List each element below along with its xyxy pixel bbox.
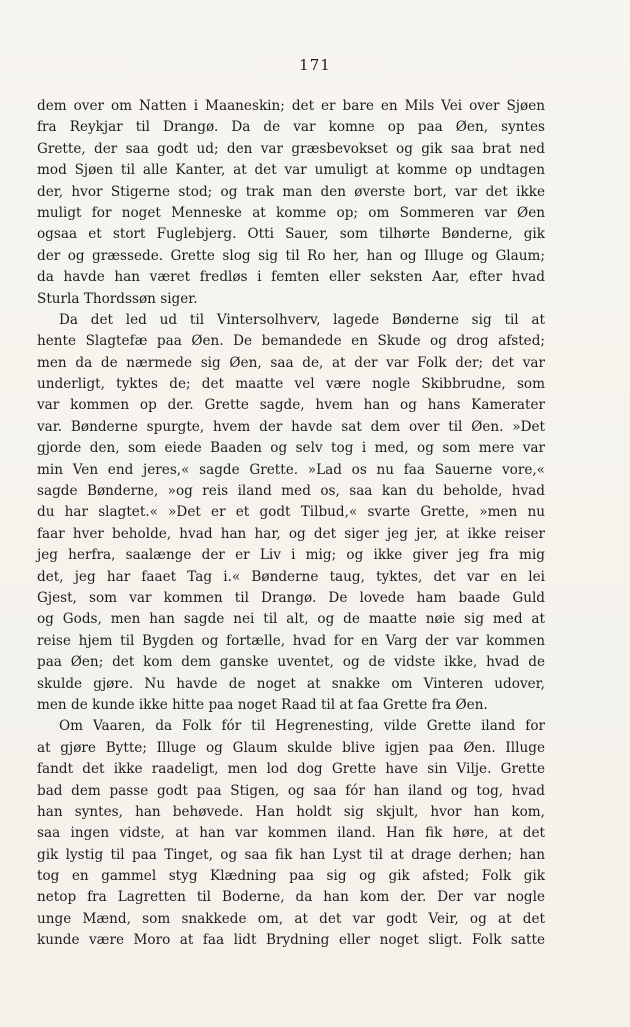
text-line: Grette, der saa godt ud; den var græsbevokset og gik saa brat ned (37, 140, 545, 157)
text-line: mod Sjøen til alle Kanter, at det var umuligt at komme op undtagen (37, 162, 545, 179)
text-line: Gjest, som var kommen til Drangø. De lovede ham baade Guld (37, 589, 545, 606)
text-line: ogsaa et stort Fuglebjerg. Otti Sauer, som tilhørte Bønderne, gik (37, 226, 545, 243)
text-line: faar hver beholde, hvad han har, og det siger jeg jer, at ikke reiser (37, 525, 545, 542)
text-line: Sturla Thordssøn siger. (37, 290, 198, 307)
text-line: du har slagtet.« »Det er et godt Tilbud,« svarte Grette, »men nu (37, 504, 545, 521)
text-line: bad dem passe godt paa Stigen, og saa fór han iland og tog, hvad (37, 782, 545, 799)
text-line: reise hjem til Bygden og fortælle, hvad for en Varg der var kommen (37, 632, 545, 649)
text-line: Om Vaaren, da Folk fór til Hegrenesting, vilde Grette iland for (59, 718, 545, 735)
text-line: gik lystig til paa Tinget, og saa fik han Lyst til at drage derhen; han (37, 846, 545, 863)
text-line: tog en gammel styg Klædning paa sig og gik afsted; Folk gik (37, 868, 545, 885)
text-line: da havde han været fredløs i femten eller seksten Aar, efter hvad (37, 269, 545, 286)
text-line: at gjøre Bytte; Illuge og Glaum skulde blive igjen paa Øen. Illuge (37, 739, 545, 756)
text-line: men da de nærmede sig Øen, saa de, at der var Folk der; det var (37, 354, 545, 371)
text-line: hente Slagtefæ paa Øen. De bemandede en Skude og drog afsted; (37, 333, 545, 350)
text-line: han syntes, han behøvede. Han holdt sig skjult, hvor han kom, (37, 803, 545, 820)
text-line: Da det led ud til Vintersolhverv, lagede Bønderne sig til at (59, 311, 545, 328)
page-number: 171 (299, 56, 331, 74)
text-line: det, jeg har faaet Tag i.« Bønderne taug, tyktes, det var en lei (37, 568, 545, 585)
text-line: min Ven end jeres,« sagde Grette. »Lad os nu faa Sauerne vore,« (37, 461, 545, 478)
text-line: var kommen op der. Grette sagde, hvem han og hans Kamerater (37, 397, 545, 414)
text-line: gjorde den, som eiede Baaden og selv tog i med, og som mere var (37, 440, 545, 457)
text-line: paa Øen; det kom dem ganske uventet, og de vidste ikke, hvad de (37, 654, 545, 671)
text-line: fandt det ikke raadeligt, men lod dog Grette have sin Vilje. Grette (37, 761, 545, 778)
text-line: dem over om Natten i Maaneskin; det er bare en Mils Vei over Sjøen (37, 98, 545, 114)
text-line: kunde være Moro at faa lidt Brydning eller noget sligt. Folk satte (37, 932, 545, 949)
text-line: var. Bønderne spurgte, hvem der havde sat dem over til Øen. »Det (37, 418, 545, 435)
text-line: skulde gjøre. Nu havde de noget at snakke om Vinteren udover, (37, 675, 545, 692)
body-text (37, 96, 545, 952)
text-line: og Gods, men han sagde nei til alt, og de maatte nøie sig med at (37, 611, 545, 628)
text-line: unge Mænd, som snakkede om, at det var godt Veir, og at det (37, 910, 545, 927)
text-line: netop fra Lagretten til Boderne, da han kom der. Der var nogle (37, 889, 545, 906)
text-line: der, hvor Stigerne stod; og trak man den øverste bort, var det ikke (37, 183, 545, 200)
text-line: muligt for noget Menneske at komme op; om Sommeren var Øen (37, 204, 545, 221)
text-line: sagde Bønderne, »og reis iland med os, saa kan du beholde, hvad (37, 483, 545, 500)
text-line: fra Reykjar til Drangø. Da de var komne op paa Øen, syntes (37, 119, 545, 136)
text-line: saa ingen vidste, at han var kommen iland. Han fik høre, at det (37, 825, 545, 842)
text-line: jeg herfra, saalænge der er Liv i mig; og ikke giver jeg fra mig (37, 547, 545, 564)
text-line: underligt, tyktes de; det maatte vel være nogle Skibbrudne, som (37, 376, 545, 393)
text-line: men de kunde ikke hitte paa noget Raad til at faa Grette fra Øen. (37, 696, 488, 713)
text-line: der og græssede. Grette slog sig til Ro her, han og Illuge og Glaum; (37, 247, 545, 264)
